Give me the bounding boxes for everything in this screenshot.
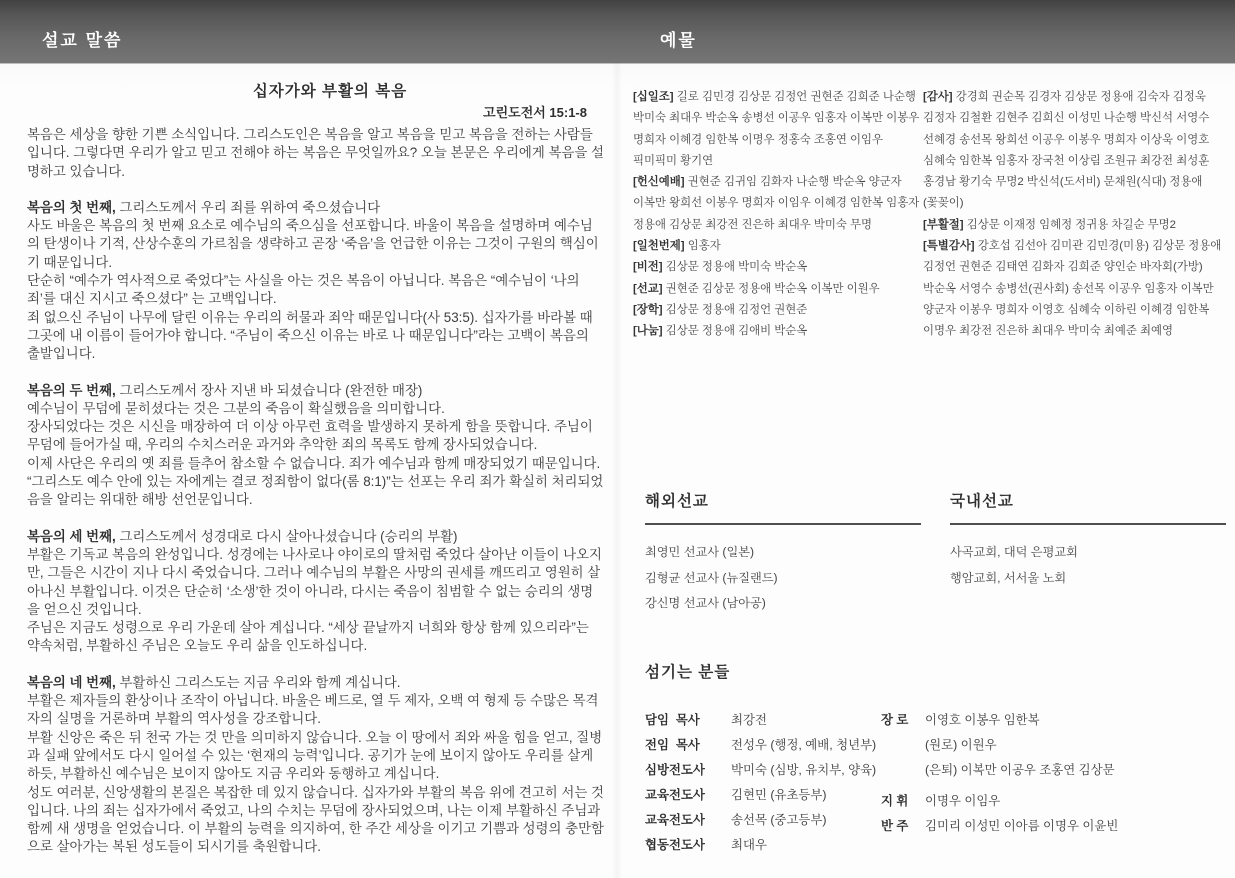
sermon-section <box>27 382 605 510</box>
church-item: 사곡교회, 대덕 은평교회 <box>950 545 1078 559</box>
missionary-item: 김형균 선교사 (뉴질랜드) <box>645 570 778 585</box>
roster-row <box>881 733 1235 758</box>
section-paragraph: 부활은 기독교 복음의 완성입니다. 성경에는 나사로나 야이로의 딸처럼 죽었다 살아난 이들이 나오지만, 그들은 시간이 지나 다시 죽었습니다. 그러나 예수님의 부활은 사망의 권세를 깨뜨리고 영원히 살아나신 부활입니다. 이것은 단순히 ‘소생’한 것이 아니라, 다시는 죽음이 침범할 수 없는 승리의 생명을 얻으신 것입니다. <box>27 546 602 617</box>
section-paragraph: 부활 신앙은 죽은 뒤 천국 가는 것 만을 의미하지 않습니다. 오늘 이 땅에서 죄와 싸울 힘을 얻고, 질병과 실패 앞에서도 다시 일어설 수 있는 ‘현재의 능력’입니다. 공기가 눈에 보이지 않아도 우리를 살게 하듯, 부활하신 예수님은 보이지 않아도 지금 우리와 동행하고 계십니다. <box>27 729 603 782</box>
offerings-column-left <box>633 87 925 343</box>
section-lead: 복음의 첫 번째, 그리스도께서 우리 죄를 위하여 죽으셨습니다 <box>27 199 381 215</box>
sermon-intro: 복음은 세상을 향한 기쁜 소식입니다. 그리스도인은 복음을 알고 복음을 믿고 복음을 전하는 사람들입니다. 그렇다면 우리가 알고 믿고 전해야 하는 복음은 무엇일까요? 오늘 본문은 우리에게 복음을 설명하고 있습니다. <box>27 127 604 179</box>
roster-role: 교육전도사 <box>645 788 705 802</box>
domestic-mission-title: 국내선교 <box>950 489 1226 525</box>
section-lead-bold: 복음의 세 번째, <box>27 528 116 544</box>
domestic-mission-list <box>950 540 1226 591</box>
roster-role: 전임 목사 <box>645 738 700 752</box>
missionary-item: 강신명 선교사 (남아공) <box>645 596 766 610</box>
offering-item: [감사] 강경희 권순목 김경자 김상문 정용애 김숙자 김정욱 김정자 김철환 김현주 김희신 이성민 나순행 박신석 서영수 선혜경 송선목 왕희선 이공우 이봉우 명희자 이상욱 이영호 심혜숙 임한복 임홍자 장국천 이상림 조원규 최강전 최성훈 홍경남 황기숙 무명2 박신석(도서비) 문채원(식대) 정용애(꽃꽂이) <box>923 91 1210 210</box>
offering-item: [나눔] 김상문 정용애 김애비 박순옥 <box>633 325 808 338</box>
overseas-mission-title: 해외선교 <box>645 489 921 525</box>
roster-names: 전성우 (행정, 예배, 청년부) <box>731 738 877 752</box>
sermon-sections <box>27 199 605 857</box>
section-lead-bold: 복음의 두 번째, <box>27 382 116 398</box>
sermon-section <box>27 528 605 656</box>
section-paragraph: 죄 없으신 주님이 나무에 달린 이유는 우리의 허물과 죄악 때문입니다(사 53:5). 십자가를 바라볼 때 그곳에 내 이름이 들어가야 합니다. “주님이 죽으신 이유는 바로 나 때문입니다”라는 고백이 복음의 출발입니다. <box>27 309 593 362</box>
roster-row <box>881 789 1235 814</box>
section-paragraph: 성도 여러분, 신앙생활의 본질은 복잡한 데 있지 않습니다. 십자가와 부활의 복음 위에 견고히 서는 것입니다. 나의 죄는 십자가에서 죽었고, 나의 수치는 무덤에 장사되었으며, 나는 이제 부활하신 주님과 함께 새 생명을 얻었습니다. 이 부활의 능력을 의지하여, 한 주간 세상을 이기고 기쁨과 성령의 충만함으로 살아가는 복된 성도들이 되시기를 축원합니다. <box>27 784 604 855</box>
section-paragraph: 단순히 “예수가 역사적으로 죽었다”는 사실을 아는 것은 복음이 아닙니다. 복음은 “예수님이 ‘나의 죄’를 대신 지시고 죽으셨다” 는 고백입니다. <box>27 273 580 307</box>
overseas-mission-list <box>645 540 921 617</box>
section-paragraph: 장사되었다는 것은 시신을 매장하여 더 이상 아무런 효력을 발생하지 못하게 함을 뜻합니다. 주님이 무덤에 들어가실 때, 우리의 수치스러운 과거와 추악한 죄의 목록도 함께 장사되었습니다. <box>27 419 593 453</box>
roster-role: 심방전도사 <box>645 763 705 777</box>
sermon-section <box>27 674 605 857</box>
header-bar <box>0 0 1235 63</box>
offering-category-label: [특별감사] <box>923 240 975 253</box>
overseas-mission-section <box>645 489 921 617</box>
scripture-reference: 고린도전서 15:1-8 <box>483 105 587 120</box>
offering-item: [특별감사] 강호섭 김선아 김미관 김민경(미용) 김상문 정용애 김정언 권현준 김태연 김화자 김희준 양인순 바자회(가방) 박순옥 서영수 송병선(권사회) 송선목 이공우 임홍자 이복만 양군자 이봉우 명희자 이영호 심혜숙 이하린 이혜경 임한복 이명우 최강전 진은하 최대우 박미숙 최예준 최예영 <box>923 240 1222 338</box>
offering-category-label: [일천번제] <box>633 240 685 253</box>
section-lead: 복음의 네 번째, 부활하신 그리스도는 지금 우리와 함께 계십니다. <box>27 674 401 690</box>
domestic-mission-section <box>950 489 1226 591</box>
offering-category-label: [십일조] <box>633 91 674 103</box>
roster-names: (원로) 이원우 <box>925 738 997 752</box>
roster-row <box>881 758 1235 783</box>
section-lead-bold: 복음의 네 번째, <box>27 674 116 690</box>
roster-names: 박미숙 (심방, 유치부, 양육) <box>731 763 877 777</box>
section-lead: 복음의 세 번째, 그리스도께서 성경대로 다시 살아나셨습니다 (승리의 부활) <box>27 528 458 544</box>
offering-item: [부활절] 김상문 이재정 임혜정 정귀용 차길순 무명2 <box>923 218 1176 231</box>
section-lead: 복음의 두 번째, 그리스도께서 장사 지낸 바 되셨습니다 (완전한 매장) <box>27 382 423 398</box>
offerings-column-right <box>923 87 1233 343</box>
sermon-title: 십자가와 부활의 복음 <box>252 83 408 100</box>
offering-item: [비전] 김상문 정용애 박미숙 박순옥 <box>633 261 808 274</box>
roster-role: 지 휘 <box>881 794 909 808</box>
servants-section-title: 섬기는 분들 <box>645 664 731 681</box>
roster-role: 교육전도사 <box>645 813 705 827</box>
offering-item: [장학] 김상문 정용애 김정언 권현준 <box>633 303 808 316</box>
roster-names: 이명우 이임우 <box>925 794 1001 808</box>
roster-role: 담임 목사 <box>645 713 700 727</box>
roster-role: 반 주 <box>881 819 909 833</box>
roster-role: 협동전도사 <box>645 838 705 852</box>
offerings-page-header: 예물 <box>660 31 697 50</box>
offering-item: [헌신예배] 권현준 김귀임 김화자 나순행 박순옥 양군자 이복만 왕희선 이봉우 명희자 이임우 이혜경 임한복 임홍자 정용애 김상문 최강전 진은하 최대우 박미숙 무명 <box>633 176 920 231</box>
sermon-section <box>27 199 605 364</box>
offering-category-label: [감사] <box>923 91 953 103</box>
sermon-body <box>27 126 605 857</box>
church-item: 행암교회, 서서울 노회 <box>950 570 1067 585</box>
roster-names: 최대우 <box>731 838 767 852</box>
roster-row <box>881 708 1235 733</box>
offering-category-label: [비전] <box>633 261 663 274</box>
section-paragraph: 주님은 지금도 성령으로 우리 가운데 살아 계십니다. “세상 끝날까지 너희와 항상 함께 있으리라”는 약속처럼, 부활하신 주님은 오늘도 우리 삶을 인도하십니다. <box>27 620 589 654</box>
sermon-page-header: 설교 말씀 <box>42 31 123 50</box>
section-paragraph: 부활은 제자들의 환상이나 조작이 아닙니다. 바울은 베드로, 열 두 제자, 오백 여 형제 등 수많은 목격자의 실명을 거론하며 부활의 역사성을 강조합니다. <box>27 693 599 727</box>
roster-role: 장 로 <box>881 713 909 727</box>
section-paragraph: 예수님이 무덤에 묻히셨다는 것은 그분의 죽음이 확실했음을 의미합니다. <box>27 400 445 416</box>
roster-names: 김미리 이성민 이아름 이명우 이윤빈 <box>925 819 1119 833</box>
roster-names: 김현민 (유초등부) <box>731 788 827 802</box>
offering-item: [십일조] 길로 김민경 김상문 김정언 권현준 김희준 나순행 박미숙 최대우 박순옥 송병선 이공우 임홍자 이복만 이봉우 명희자 이혜경 임한복 이명우 정홍숙 조홍연 이임우 픽미픽미 황기연 <box>633 91 920 167</box>
offering-category-label: [부활절] <box>923 218 964 231</box>
section-paragraph: 사도 바울은 복음의 첫 번째 요소로 예수님의 죽으심을 선포합니다. 바울이 복음을 설명하며 예수님의 탄생이나 기적, 산상수훈의 가르침을 생략하고 곧장 ‘죽음’을 언급한 이유는 그것이 구원의 핵심이기 때문입니다. <box>27 218 599 270</box>
roster-names: 송선목 (중고등부) <box>731 813 827 827</box>
offering-item: [선교] 권현준 김상문 정용애 박순옥 이복만 이원우 <box>633 282 880 295</box>
missionary-item: 최영민 선교사 (일본) <box>645 545 755 559</box>
servants-roster-right <box>881 708 1235 839</box>
offering-item: [일천번제] 임홍자 <box>633 240 721 253</box>
offering-category-label: [나눔] <box>633 325 663 338</box>
offering-category-label: [선교] <box>633 282 663 295</box>
section-lead-bold: 복음의 첫 번째, <box>27 199 116 215</box>
page-fold-divider <box>612 63 622 878</box>
roster-row <box>881 814 1235 839</box>
offering-category-label: [장학] <box>633 303 663 316</box>
offering-category-label: [헌신예배] <box>633 176 685 189</box>
roster-names: 이영호 이봉우 임한복 <box>925 713 1040 727</box>
section-paragraph: 이제 사단은 우리의 옛 죄를 들추어 참소할 수 없습니다. 죄가 예수님과 함께 매장되었기 때문입니다. “그리스도 예수 안에 있는 자에게는 결코 정죄함이 없다(롬 8:1)”는 선포는 우리 죄가 확실히 처리되었음을 알리는 위대한 해방 선언문입니다. <box>27 455 604 508</box>
roster-names: (은퇴) 이복만 이공우 조홍연 김상문 <box>925 763 1115 777</box>
roster-names: 최강전 <box>731 713 767 727</box>
